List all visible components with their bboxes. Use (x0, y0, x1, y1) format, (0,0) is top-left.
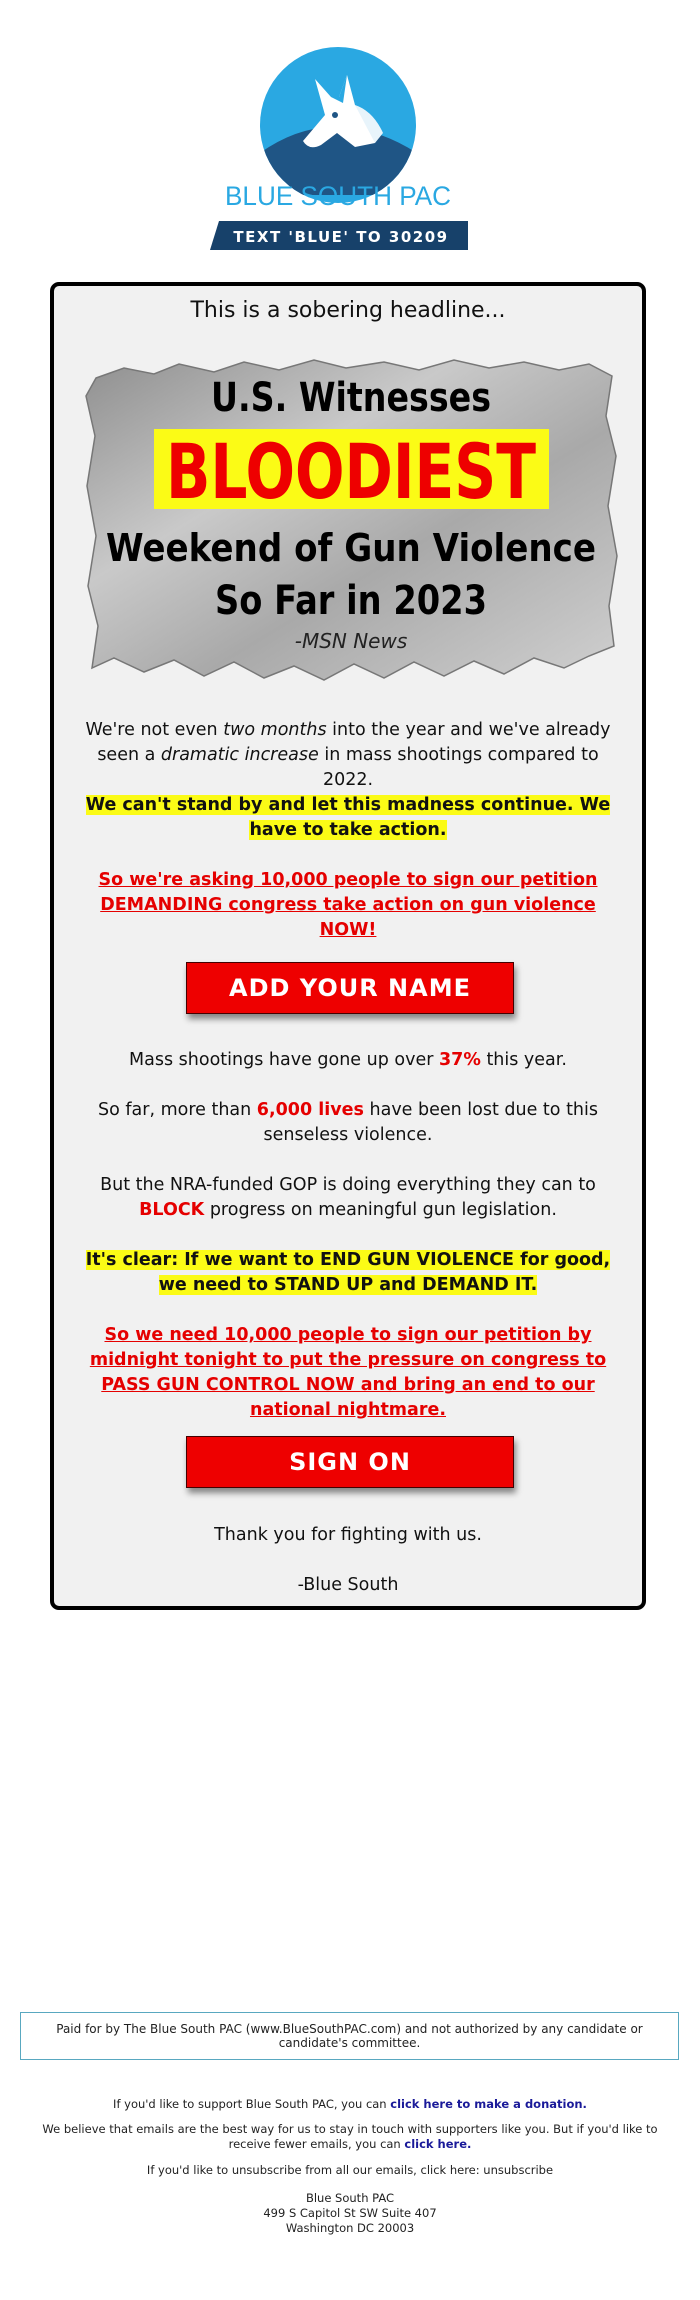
card-headline: This is a sobering headline... (190, 298, 506, 323)
petition-ask-paragraph (54, 868, 642, 943)
intro-text-e: in mass shootings compared to 2022. (318, 745, 599, 790)
take-action-paragraph (54, 793, 642, 843)
stat1-text-a: Mass shootings have gone up over (129, 1050, 439, 1070)
blue-south-pac-logo (205, 45, 470, 250)
logo-tagline: TEXT 'BLUE' TO 30209 (233, 228, 449, 246)
clip-line-3: Weekend of Gun Violence (106, 526, 596, 570)
paid-for-disclaimer: Paid for by The Blue South PAC (www.BlueSouthPAC.com) and not authorized by any candidate or candidate's committee. (20, 2012, 679, 2060)
clip-line-2: BLOODIEST (166, 427, 537, 516)
donation-link[interactable]: click here to make a donation. (390, 2097, 587, 2111)
fewer-emails-text: We believe that emails are the best way for us to stay in touch with supporters like you. But if you'd like to receive fewer emails, you can (42, 2122, 658, 2151)
intro-text-d: dramatic increase (160, 745, 319, 765)
stat2-text-c: have been lost due to this senseless violence. (263, 1100, 598, 1145)
intro-text-a: We're not even (85, 720, 224, 740)
nra-text-a: But the NRA-funded GOP is doing everything they can to (100, 1175, 596, 1195)
its-clear-paragraph (54, 1248, 642, 1298)
clip-line-1: U.S. Witnesses (211, 375, 491, 421)
deadline-paragraph (54, 1323, 642, 1423)
stat1-text-c: this year. (480, 1050, 567, 1070)
fewer-emails-link[interactable]: click here. (404, 2137, 472, 2151)
add-your-name-button[interactable]: ADD YOUR NAME (186, 962, 514, 1014)
sign-on-button[interactable]: SIGN ON (186, 1436, 514, 1488)
fewer-emails-line (20, 2122, 680, 2152)
take-action-highlight: We can't stand by and let this madness continue. We have to take action. (85, 795, 611, 840)
stat2-lives: 6,000 lives (256, 1100, 364, 1120)
nra-paragraph (54, 1173, 642, 1223)
stat-paragraph-1 (54, 1048, 642, 1073)
clip-source: -MSN News (294, 629, 408, 653)
address-city: Washington DC 20003 (285, 2221, 415, 2235)
deadline-link[interactable]: So we need 10,000 people to sign our petition by midnight tonight to put the pressure on congress to PASS GUN CONTROL NOW and bring an end to our national nightmare. (89, 1325, 607, 1420)
petition-ask-link[interactable]: So we're asking 10,000 people to sign our petition DEMANDING congress take action on gun violence NOW! (98, 870, 598, 940)
address-name: Blue South PAC (305, 2191, 395, 2205)
nra-text-c: progress on meaningful gun legislation. (204, 1200, 557, 1220)
its-clear-highlight: It's clear: If we want to END GUN VIOLENCE for good, we need to STAND UP and DEMAND IT. (85, 1250, 611, 1295)
support-text: If you'd like to support Blue South PAC, you can (113, 2097, 391, 2111)
msn-news-clipping (84, 356, 619, 686)
clip-line-4: So Far in 2023 (215, 578, 487, 624)
email-card (50, 282, 646, 1610)
logo-org-name: BLUE SOUTH PAC (225, 181, 451, 211)
unsubscribe-line[interactable]: If you'd like to unsubscribe from all our emails, click here: unsubscribe (146, 2163, 554, 2177)
intro-paragraph (54, 718, 642, 793)
stat-paragraph-2 (54, 1098, 642, 1148)
stat2-text-a: So far, more than (97, 1100, 257, 1120)
intro-text-b: two months (223, 720, 327, 740)
address-street: 499 S Capitol St SW Suite 407 (263, 2206, 437, 2220)
stat1-percent: 37% (438, 1050, 481, 1070)
thank-you-text: Thank you for fighting with us. (214, 1525, 482, 1545)
intro-text-c: into the year and we've already seen a (97, 720, 611, 765)
signature-text: -Blue South (297, 1575, 399, 1595)
support-line (20, 2097, 680, 2112)
nra-block: BLOCK (139, 1200, 205, 1220)
